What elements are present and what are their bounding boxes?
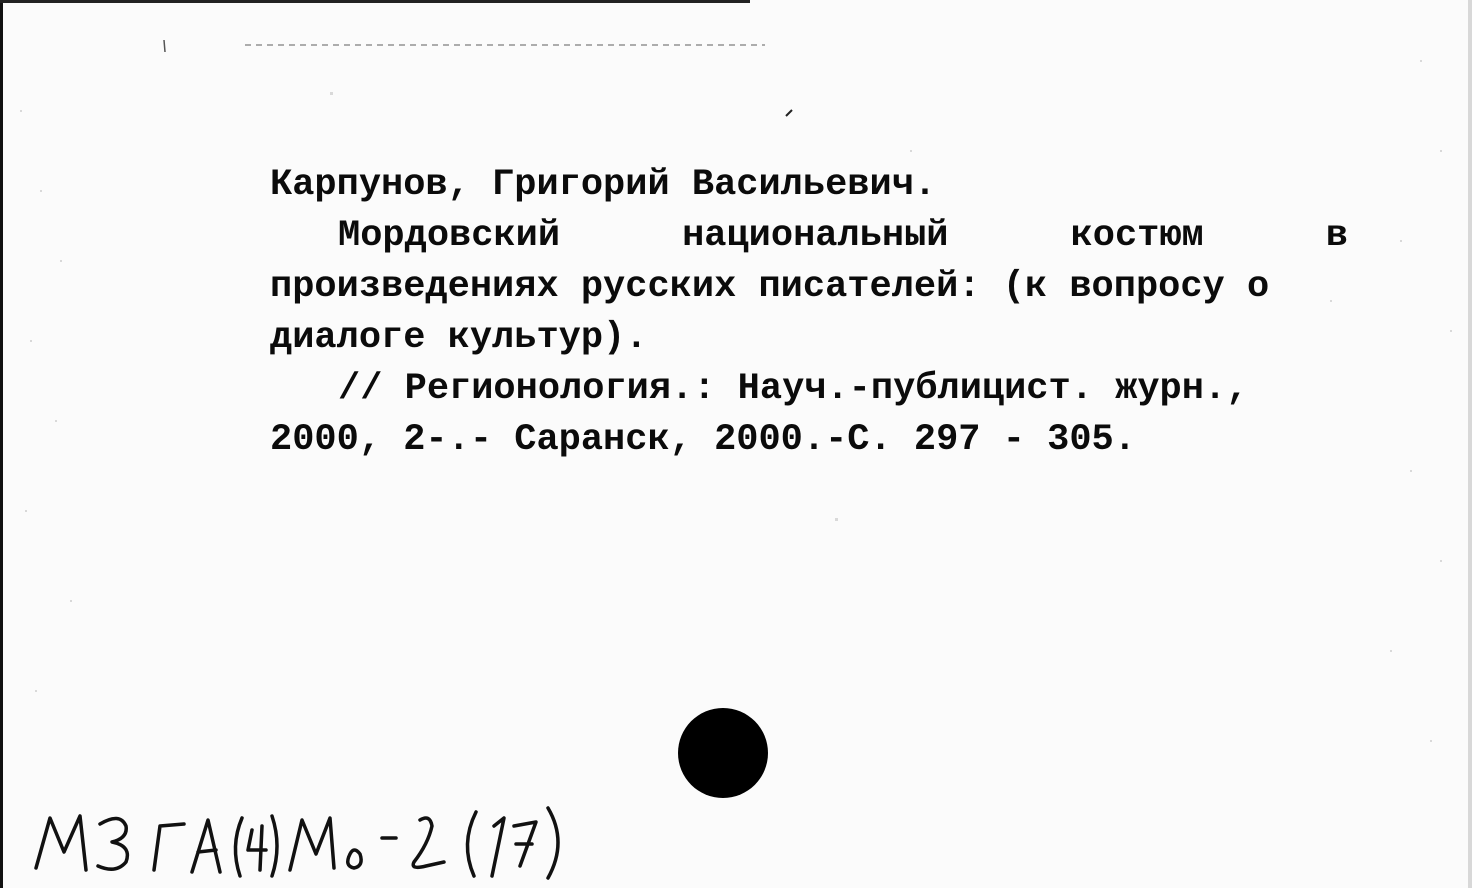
bibliographic-record [270,160,1380,466]
title-line-3: диалоге культур). [270,317,648,359]
title-word: костюм [1070,215,1204,257]
title-line-2: произведениях русских писателей: (к вопросу о [270,266,1270,308]
title-line-1 [338,211,1348,262]
title-word: в [1325,215,1348,257]
source-line-2: 2000, 2-.- Саранск, 2000.-С. 297 - 305. [270,419,1136,461]
title-word: Мордовский [338,215,561,257]
author-line: Карпунов, Григорий Васильевич. [270,164,937,206]
title-word: национальный [682,215,949,257]
punch-hole [678,708,768,798]
handwritten-shelfmark [28,796,688,886]
source-line-1: // Регионология.: Науч.-публицист. журн., [338,368,1249,410]
dashed-rule [245,44,765,46]
